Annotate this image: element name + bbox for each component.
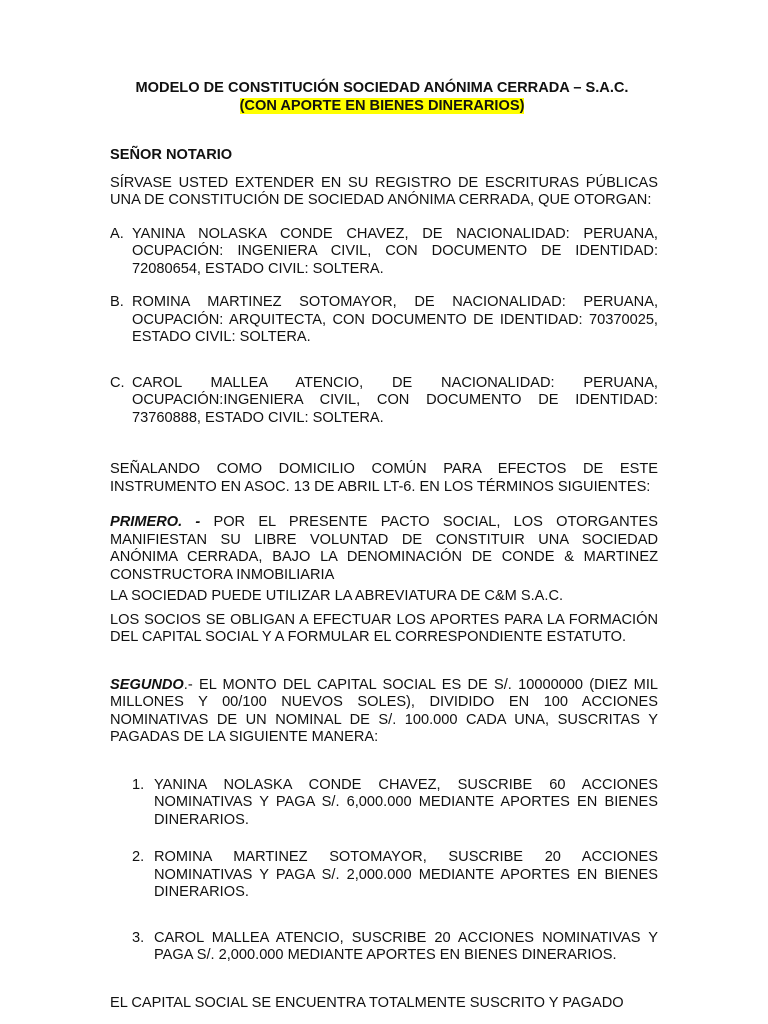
grantor-item-b [110,294,658,347]
title-subtitle-highlighted: (CON APORTE EN BIENES DINERARIOS) [239,97,525,114]
grantor-text: CAROL MALLEA ATENCIO, DE NACIONALIDAD: PERUANA, OCUPACIÓN:INGENIERA CIVIL, CON DOCUMENTO DE IDENTIDAD: 73760888, ESTADO CIVIL: SOLTERA. [132,374,658,426]
obligation-paragraph: LOS SOCIOS SE OBLIGAN A EFECTUAR LOS APORTES PARA LA FORMACIÓN DEL CAPITAL SOCIAL Y A FORMULAR EL CORRESPONDIENTE ESTATUTO. [110,611,658,645]
list-text: YANINA NOLASKA CONDE CHAVEZ, SUSCRIBE 60 ACCIONES NOMINATIVAS Y PAGA S/. 6,000.000 MEDIANTE APORTES EN BIENES DINERARIOS. [154,776,658,828]
grantor-text: ROMINA MARTINEZ SOTOMAYOR, DE NACIONALIDAD: PERUANA, OCUPACIÓN: ARQUITECTA, CON DOCUMENTO DE IDENTIDAD: 70370025, ESTADO CIVIL: SOLTERA. [132,294,658,345]
list-text: CAROL MALLEA ATENCIO, SUSCRIBE 20 ACCIONES NOMINATIVAS Y PAGA S/. 2,000.000 MEDIANTE APORTES EN BIENES DINERARIOS. [154,929,658,963]
closing-paragraph: EL CAPITAL SOCIAL SE ENCUENTRA TOTALMENTE SUSCRITO Y PAGADO [110,994,624,1011]
segundo-clause [110,677,658,747]
grantor-item-c [110,375,658,428]
document-page [110,80,658,1012]
abbreviation-paragraph: LA SOCIEDAD PUEDE UTILIZAR LA ABREVIATURA DE C&M S.A.C. [110,588,564,604]
grantor-marker: C. [110,374,125,391]
domicile-paragraph: SEÑALANDO COMO DOMICILIO COMÚN PARA EFECTOS DE ESTE INSTRUMENTO EN ASOC. 13 DE ABRIL LT-6. EN LOS TÉRMINOS SIGUIENTES: [110,461,658,495]
document-title [106,80,658,115]
intro-paragraph: SÍRVASE USTED EXTENDER EN SU REGISTRO DE ESCRITURAS PÚBLICAS UNA DE CONSTITUCIÓN DE SOCIEDAD ANÓNIMA CERRADA, QUE OTORGAN: [110,174,658,208]
list-marker: 1. [132,776,145,793]
list-marker: 2. [132,849,145,865]
grantor-text: YANINA NOLASKA CONDE CHAVEZ, DE NACIONALIDAD: PERUANA, OCUPACIÓN: INGENIERA CIVIL, CON DOCUMENTO DE IDENTIDAD: 72080654, ESTADO CIVIL: SOLTERA. [132,225,658,277]
primero-clause [110,514,658,584]
primero-text: POR EL PRESENTE PACTO SOCIAL, LOS OTORGANTES MANIFIESTAN SU LIBRE VOLUNTAD DE CONSTITUIR UNA SOCIEDAD ANÓNIMA CERRADA, BAJO LA DENOMINACIÓN DE CONDE & MARTINEZ CONSTRUCTORA INMOBILIARIA [110,514,659,583]
list-marker: 3. [132,929,145,946]
primero-label: PRIMERO. - [110,514,201,530]
list-item [132,930,658,965]
grantor-marker: B. [110,294,124,310]
list-item [132,777,658,830]
grantor-item-a [110,226,658,279]
segundo-label: SEGUNDO [110,676,184,693]
list-item [132,849,658,902]
subscription-list [110,777,658,965]
grantor-marker: A. [110,225,124,242]
list-text: ROMINA MARTINEZ SOTOMAYOR, SUSCRIBE 20 ACCIONES NOMINATIVAS Y PAGA S/. 2,000.000 MEDIANTE APORTES EN BIENES DINERARIOS. [154,849,658,900]
segundo-text: .- EL MONTO DEL CAPITAL SOCIAL ES DE S/. 10000000 (DIEZ MIL MILLONES Y 00/100 NUEVOS SOLES), DIVIDIDO EN 100 ACCIONES NOMINATIVAS DE UN NOMINAL DE S/. 100.000 CADA UNA, SUSCRITAS Y PAGADAS DE LA SIGUIENTE MANERA: [110,676,658,745]
title-main: MODELO DE CONSTITUCIÓN SOCIEDAD ANÓNIMA CERRADA – S.A.C. [135,80,629,96]
salutation: SEÑOR NOTARIO [110,147,233,163]
